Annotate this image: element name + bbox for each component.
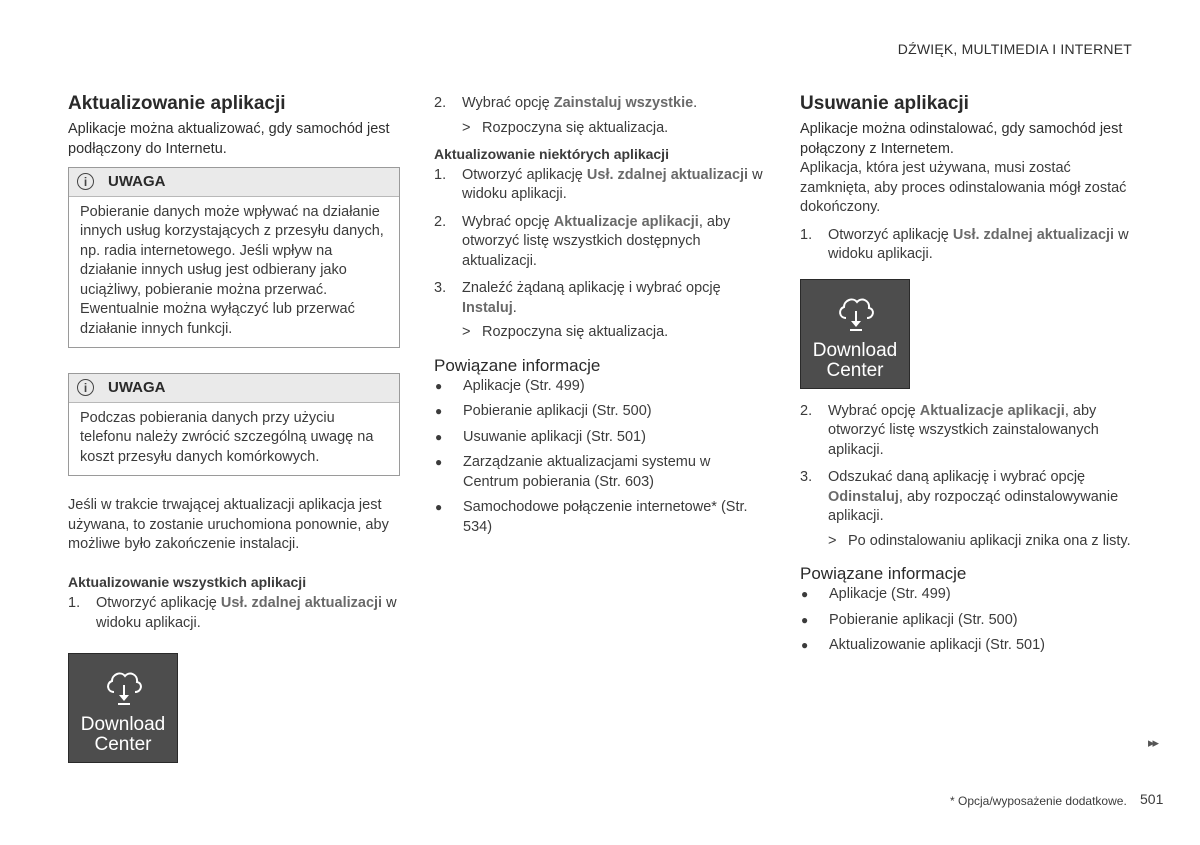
- related-item-text: Pobieranie aplikacji (Str. 500): [829, 611, 1018, 628]
- app-name-link[interactable]: Usł. zdalnej aktualizacji: [586, 166, 749, 183]
- tile-label: Download Center: [80, 714, 166, 755]
- bullet-icon: ●: [435, 404, 443, 418]
- step-number: 2.: [434, 95, 447, 111]
- step-item: [434, 279, 766, 318]
- section-title-remove-apps: Usuwanie aplikacji: [800, 93, 969, 114]
- related-item-text: Samochodowe połączenie internetowe* (Str. 534): [463, 499, 748, 535]
- note-box-2: [68, 373, 400, 476]
- step-result: [462, 119, 766, 139]
- bullet-icon: ●: [801, 638, 809, 652]
- bullet-icon: ●: [801, 612, 809, 627]
- related-item-text: Aplikacje (Str. 499): [463, 377, 585, 394]
- app-updates-link[interactable]: Aktualizacje aplikacji: [553, 213, 699, 230]
- column-2: [434, 92, 766, 537]
- step-text: Wybrać opcję Aktualizacje aplikacji, aby otworzyć listę wszystkich dostępnych aktualizacji.: [462, 213, 731, 269]
- related-info-heading: Powiązane informacje: [800, 564, 967, 583]
- info-icon: i: [77, 173, 94, 190]
- related-item[interactable]: [434, 453, 766, 492]
- result-text: Po odinstalowaniu aplikacji znika ona z listy.: [848, 532, 1131, 549]
- note-box-1: [68, 167, 400, 348]
- step-number: 2.: [434, 213, 447, 230]
- step-item: [434, 213, 766, 272]
- related-item[interactable]: [434, 402, 766, 422]
- step-number: 2.: [800, 402, 813, 419]
- result-arrow: >: [462, 119, 471, 136]
- related-item-text: Aktualizowanie aplikacji (Str. 501): [829, 637, 1045, 653]
- download-center-tile[interactable]: [800, 279, 910, 389]
- step-result: [828, 532, 1132, 552]
- note-title: UWAGA: [108, 173, 166, 190]
- download-center-tile[interactable]: [68, 653, 178, 763]
- step-text: Wybrać opcję Zainstaluj wszystkie.: [462, 95, 698, 111]
- step-text: Otworzyć aplikację Usł. zdalnej aktualizacji w widoku aplikacji.: [462, 166, 763, 202]
- note-header: [69, 168, 399, 197]
- related-item-text: Aplikacje (Str. 499): [829, 586, 951, 602]
- step-result: [462, 323, 766, 343]
- note-body: Podczas pobierania danych przy użyciu telefonu należy zwrócić szczególną uwagę na koszt przesyłu danych komórkowych.: [80, 409, 374, 465]
- restart-paragraph: Jeśli w trakcie trwającej aktualizacji aplikacja jest używana, to zostanie uruchomiona ponownie, aby możliwe było zakończenie instalacji.: [68, 497, 389, 552]
- app-updates-link[interactable]: Aktualizacje aplikacji: [919, 402, 1065, 419]
- bullet-icon: ●: [801, 587, 809, 601]
- next-page-arrow-icon[interactable]: ▸▸: [1148, 735, 1158, 750]
- result-text: Rozpoczyna się aktualizacja.: [482, 324, 669, 340]
- related-item[interactable]: [434, 377, 766, 397]
- related-info-list: [434, 377, 766, 538]
- section-title-update-apps: Aktualizowanie aplikacji: [68, 93, 286, 114]
- footnote: * Opcja/wyposażenie dodatkowe.: [950, 794, 1127, 808]
- step-item: [800, 468, 1132, 527]
- step-text: Otworzyć aplikację Usł. zdalnej aktualizacji w widoku aplikacji.: [96, 595, 397, 631]
- step-text: Otworzyć aplikację Usł. zdalnej aktualizacji w widoku aplikacji.: [828, 226, 1129, 262]
- step-item: [434, 166, 766, 205]
- step-text: Wybrać opcję Aktualizacje aplikacji, aby otworzyć listę wszystkich zainstalowanych aplikacji.: [828, 402, 1099, 458]
- bullet-icon: ●: [435, 500, 443, 514]
- steps-update-all: [68, 594, 400, 633]
- step-text: Znaleźć żądaną aplikację i wybrać opcję Instaluj.: [462, 280, 721, 316]
- step-item: [68, 594, 400, 633]
- related-item[interactable]: [434, 498, 766, 537]
- column-1: [68, 92, 400, 763]
- step-item: [800, 402, 1132, 461]
- steps-remove-cont: [800, 402, 1132, 527]
- related-info-list: [800, 585, 1132, 656]
- steps-remove: [800, 226, 1132, 265]
- bullet-icon: ●: [435, 455, 443, 469]
- bullet-icon: ●: [435, 429, 443, 444]
- step-item: [800, 226, 1132, 265]
- cloud-download-icon: [102, 668, 146, 708]
- step-number: 1.: [434, 166, 447, 183]
- uninstall-link[interactable]: Odinstaluj: [828, 488, 899, 505]
- bullet-icon: ●: [435, 378, 443, 393]
- column-3: [800, 92, 1132, 656]
- related-item-text: Zarządzanie aktualizacjami systemu w Centrum pobierania (Str. 603): [463, 454, 711, 490]
- related-info-heading: Powiązane informacje: [434, 355, 601, 375]
- app-name-link[interactable]: Usł. zdalnej aktualizacji: [220, 595, 383, 611]
- app-name-link[interactable]: Usł. zdalnej aktualizacji: [952, 226, 1115, 243]
- section-intro: Aplikacje można aktualizować, gdy samochód jest podłączony do Internetu.: [68, 121, 390, 157]
- tile-label: Download Center: [812, 339, 898, 381]
- install-all-link[interactable]: Zainstaluj wszystkie: [553, 95, 694, 111]
- page-header-title: DŹWIĘK, MULTIMEDIA I INTERNET: [897, 41, 1132, 57]
- result-arrow: >: [828, 532, 837, 549]
- subheading-update-some: Aktualizowanie niektórych aplikacji: [434, 146, 669, 162]
- related-item[interactable]: [800, 585, 1132, 605]
- steps-update-some: [434, 166, 766, 319]
- section-intro: Aplikacje można odinstalować, gdy samochód jest połączony z Internetem.: [800, 121, 1123, 157]
- subheading-update-all: Aktualizowanie wszystkich aplikacji: [68, 573, 307, 590]
- steps-update-all-cont: [434, 94, 766, 114]
- related-item[interactable]: [800, 611, 1132, 631]
- result-arrow: >: [462, 324, 471, 340]
- note-title: UWAGA: [108, 379, 166, 396]
- step-number: 1.: [800, 226, 813, 243]
- step-number: 3.: [800, 469, 813, 485]
- related-item-text: Pobieranie aplikacji (Str. 500): [463, 403, 652, 419]
- step-number: 3.: [434, 280, 447, 296]
- note-header: [69, 374, 399, 403]
- result-text: Rozpoczyna się aktualizacja.: [482, 119, 669, 136]
- related-item[interactable]: [800, 636, 1132, 656]
- step-item: [434, 94, 766, 114]
- info-icon: i: [77, 379, 94, 396]
- related-item[interactable]: [434, 428, 766, 448]
- step-number: 1.: [68, 595, 81, 611]
- note-body: Pobieranie danych może wpływać na działanie innych usług korzystających z przesyłu danych, np. radia internetowego. Jeśli wpływ na działanie innych usług jest odbierany jako uciążliwy, pobieranie można przerwać. Ewentualnie można wyłączyć lub przerwać działanie innych funkcji.: [80, 203, 384, 337]
- install-link[interactable]: Instaluj: [462, 299, 513, 316]
- step-text: Odszukać daną aplikację i wybrać opcję Odinstaluj, aby rozpocząć odinstalowywanie aplikacji.: [828, 469, 1119, 524]
- cloud-download-icon: [834, 294, 878, 334]
- section-intro-2: Aplikacja, która jest używana, musi zostać zamknięta, aby proces odinstalowania mógł zostać dokończony.: [800, 160, 1127, 215]
- page-number: 501: [1140, 791, 1164, 807]
- related-item-text: Usuwanie aplikacji (Str. 501): [463, 428, 646, 445]
